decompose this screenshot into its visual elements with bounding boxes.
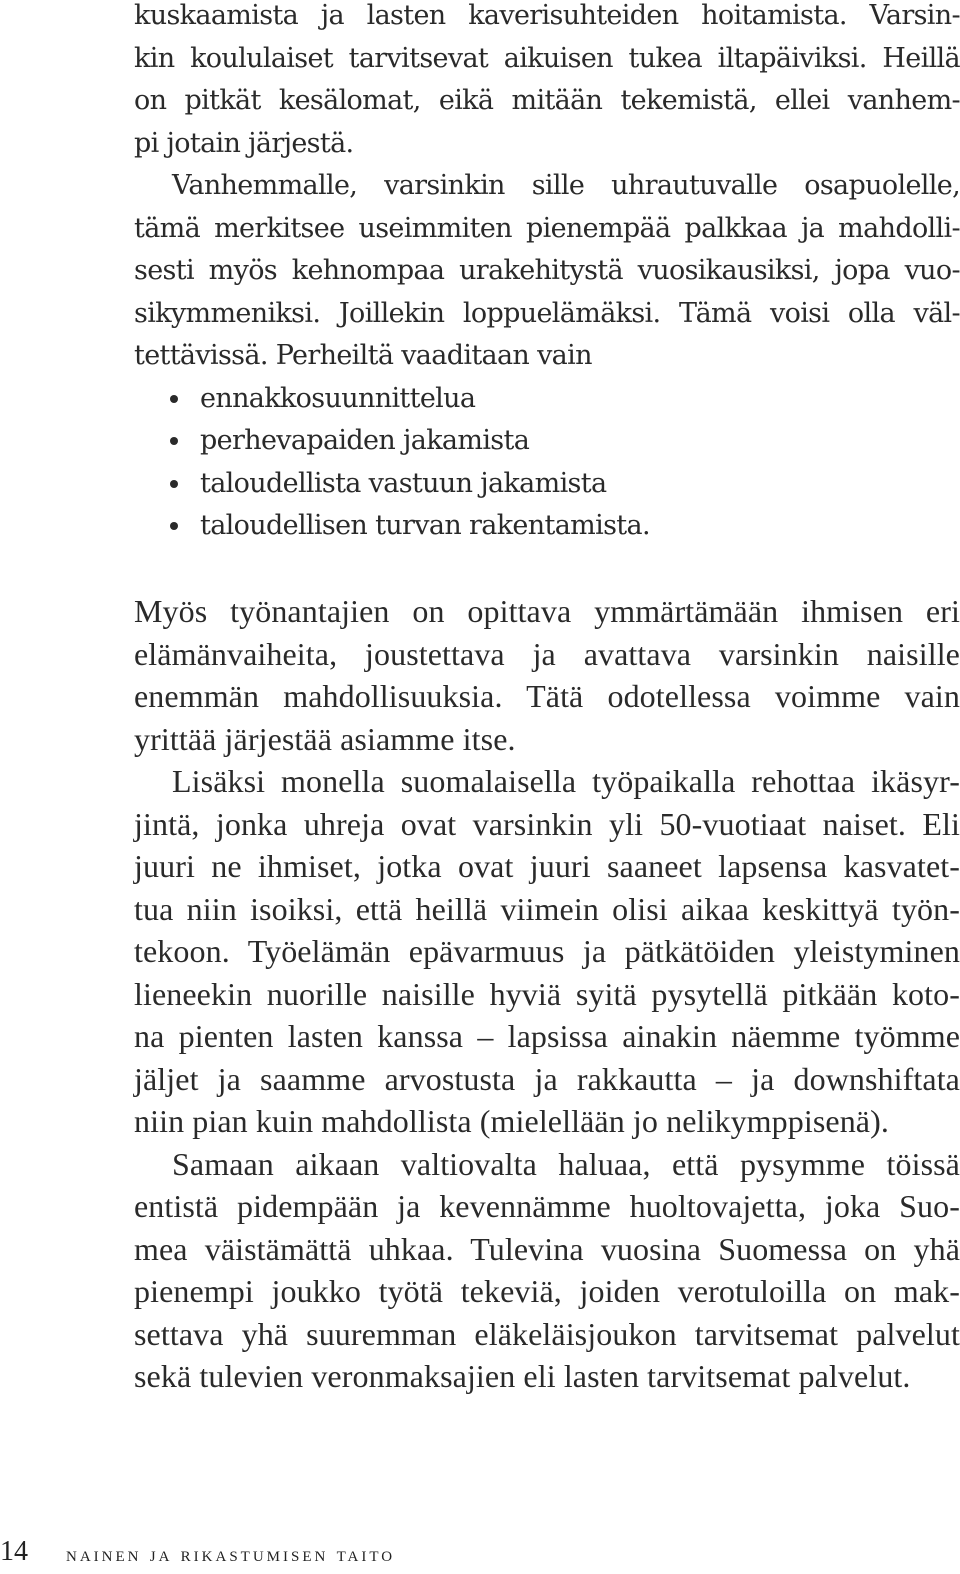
bullet-icon	[170, 480, 178, 488]
text-line: tämä merkitsee useimmiten pienempää palkkaa ja mahdolli-	[134, 212, 960, 244]
text-line: entistä pidempään ja kevennämme huoltovajetta, joka Suo-	[134, 1188, 960, 1224]
bullet-item	[134, 463, 960, 506]
text-line: mea väistämättä uhkaa. Tulevina vuosina Suomessa on yhä	[134, 1230, 960, 1267]
text-line: on pitkät kesälomat, eikä mitään tekemistä, ellei vanhem-	[134, 85, 960, 116]
bullet-text: taloudellista vastuun jakamista	[200, 467, 607, 499]
text-line: sesti myös kehnompaa urakehitystä vuosikausiksi, jopa vuo-	[134, 255, 960, 286]
text-line: elämänvaiheita, joustettava ja avattava varsinkin naisille	[134, 635, 960, 672]
text-line: enemmän mahdollisuuksia. Tätä odotellessa voimme vain	[134, 678, 960, 714]
text-line: na pienten lasten kanssa – lapsissa ainakin näemme työmme	[134, 1018, 960, 1054]
text-line: tekoon. Työelämän epävarmuus ja pätkätöiden yleistyminen	[134, 933, 960, 969]
bullet-item	[134, 420, 960, 463]
text-line: niin pian kuin mahdollista (mielellään jo nelikymppisenä).	[134, 1103, 889, 1139]
bullet-item	[134, 378, 960, 421]
text-line: sekä tulevien veronmaksajien eli lasten tarvitsemat palvelut.	[134, 1358, 911, 1394]
bullet-icon	[170, 522, 178, 530]
text-line: sikymmeniksi. Joillekin loppuelämäksi. Tämä voisi olla väl-	[134, 297, 960, 329]
text-line: tua niin isoiksi, että heillä viimein olisi aikaa keskittyä työn-	[134, 890, 960, 927]
bullet-text: ennakkosuunnittelua	[200, 382, 476, 414]
text-line: pienempi joukko työtä tekeviä, joiden verotuloilla on mak-	[134, 1273, 960, 1309]
text-line: Myös työnantajien on opittava ymmärtämään ihmisen eri	[134, 593, 960, 629]
text-line: settava yhä suuremman eläkeläisjoukon tarvitsemat palvelut	[134, 1315, 960, 1352]
text-line: kin koululaiset tarvitsevat aikuisen tukea iltapäiviksi. Heillä	[134, 42, 960, 74]
text-line: tettävissä. Perheiltä vaaditaan vain	[134, 340, 592, 371]
bullet-item	[134, 505, 960, 548]
text-line: jintä, jonka uhreja ovat varsinkin yli 50-vuotiaat naiset. Eli	[134, 805, 960, 842]
bullet-icon	[170, 395, 178, 403]
text-line: lieneekin nuorille naisille hyviä syitä pysytellä pitkään koto-	[134, 975, 960, 1012]
page-number: 14	[0, 1536, 28, 1567]
bullet-icon	[170, 437, 178, 445]
page-footer	[0, 1534, 960, 1570]
text-line: Samaan aikaan valtiovalta haluaa, että pysymme töissä	[172, 1145, 960, 1182]
text-line: yrittää järjestää asiamme itse.	[134, 720, 516, 757]
text-line: jäljet ja saamme arvostusta ja rakkautta – ja downshiftata	[134, 1060, 960, 1097]
text-line: juuri ne ihmiset, jotka ovat juuri saaneet lapsensa kasvatet-	[134, 848, 960, 884]
text-column-bottom	[134, 590, 960, 1398]
text-line: kuskaamista ja lasten kaverisuhteiden hoitamista. Varsin-	[134, 0, 960, 31]
text-line: Vanhemmalle, varsinkin sille uhrautuvalle osapuolelle,	[172, 170, 960, 201]
text-line: Lisäksi monella suomalaisella työpaikalla rehottaa ikäsyr-	[172, 763, 960, 799]
bullet-text: perhevapaiden jakamista	[200, 425, 530, 456]
bullet-text: taloudellisen turvan rakentamista.	[200, 510, 650, 541]
text-column-top	[134, 0, 960, 548]
text-line: pi jotain järjestä.	[134, 127, 354, 159]
running-title: nainen ja rikastumisen taito	[66, 1542, 396, 1566]
